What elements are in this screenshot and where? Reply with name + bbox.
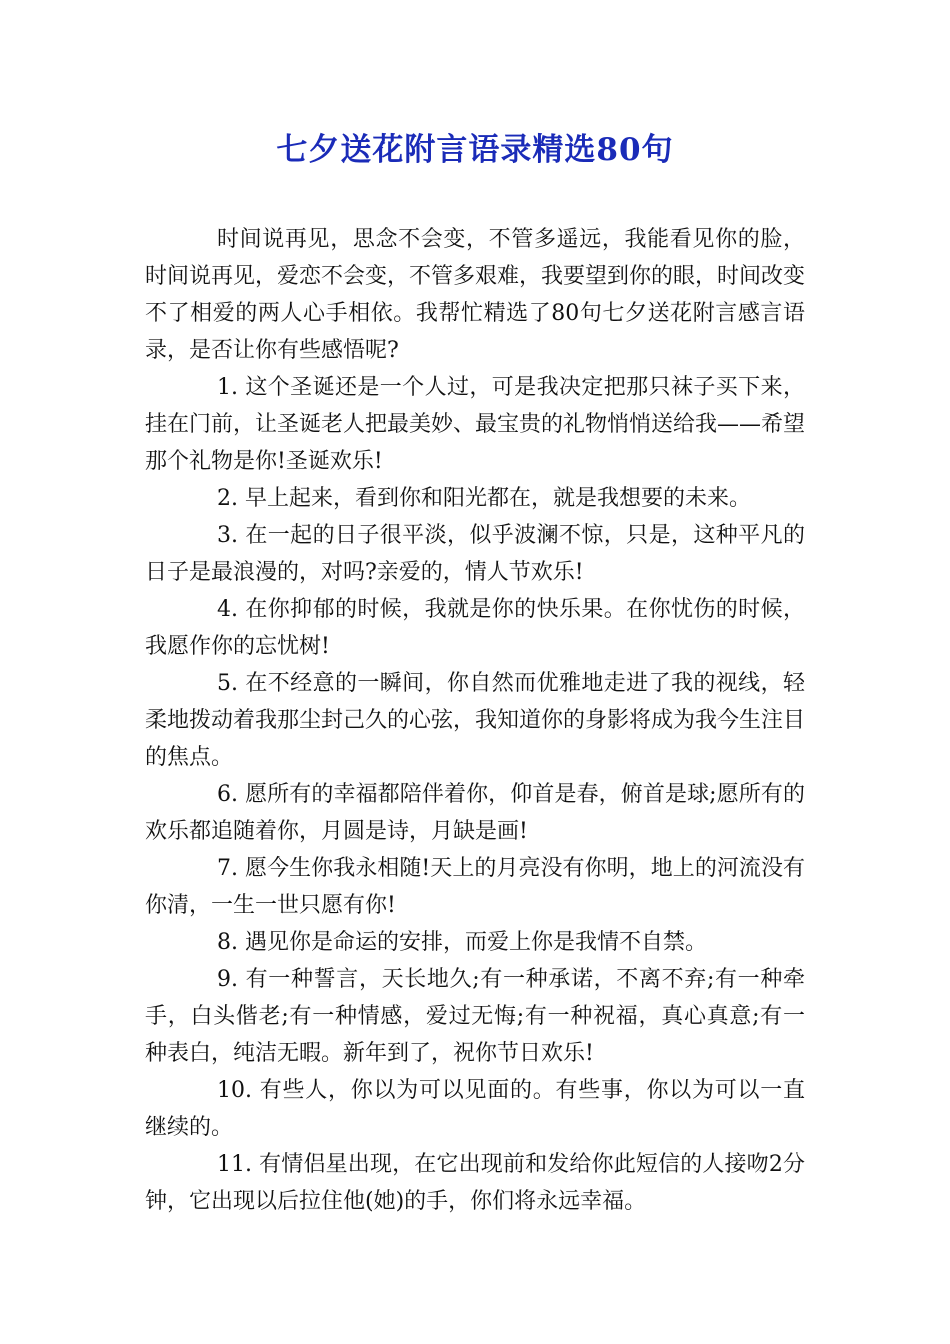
quote-item-10: 10. 有些人，你以为可以见面的。有些事，你以为可以一直继续的。 bbox=[145, 1078, 805, 1140]
quote-item-8: 8. 遇见你是命运的安排，而爱上你是我情不自禁。 bbox=[217, 930, 707, 955]
quote-item-7: 7. 愿今生你我永相随!天上的月亮没有你明，地上的河流没有你清，一生一世只愿有你! bbox=[145, 856, 805, 918]
quote-item-9: 9. 有一种誓言，天长地久;有一种承诺，不离不弃;有一种牵手，白头偕老;有一种情感，爱过无悔;有一种祝福，真心真意;有一种表白，纯洁无暇。新年到了，祝你节日欢乐! bbox=[145, 967, 805, 1066]
document-title: 七夕送花附言语录精选80句 bbox=[276, 132, 674, 168]
quote-item-2: 2. 早上起来，看到你和阳光都在，就是我想要的未来。 bbox=[217, 486, 751, 511]
quote-item-6: 6. 愿所有的幸福都陪伴着你，仰首是春，俯首是球;愿所有的欢乐都追随着你，月圆是诗，月缺是画! bbox=[145, 782, 805, 844]
quote-item-1: 1. 这个圣诞还是一个人过，可是我决定把那只袜子买下来，挂在门前，让圣诞老人把最美妙、最宝贵的礼物悄悄送给我——希望那个礼物是你!圣诞欢乐! bbox=[145, 375, 806, 474]
quote-item-4: 4. 在你抑郁的时候，我就是你的快乐果。在你忧伤的时候，我愿作你的忘忧树! bbox=[145, 597, 805, 659]
intro-paragraph: 时间说再见，思念不会变，不管多遥远，我能看见你的脸，时间说再见，爱恋不会变，不管多艰难，我要望到你的眼，时间改变不了相爱的两人心手相依。我帮忙精选了80句七夕送花附言感言语录，是否让你有些感悟呢? bbox=[145, 227, 806, 363]
quote-item-11: 11. 有情侣星出现，在它出现前和发给你此短信的人接吻2分钟，它出现以后拉住他(她)的手，你们将永远幸福。 bbox=[145, 1152, 805, 1214]
quote-item-5: 5. 在不经意的一瞬间，你自然而优雅地走进了我的视线，轻柔地拨动着我那尘封己久的心弦，我知道你的身影将成为我今生注目的焦点。 bbox=[145, 671, 806, 770]
quote-item-3: 3. 在一起的日子很平淡，似乎波澜不惊，只是，这种平凡的日子是最浪漫的，对吗?亲爱的，情人节欢乐! bbox=[145, 523, 805, 585]
document-body bbox=[145, 221, 805, 1220]
